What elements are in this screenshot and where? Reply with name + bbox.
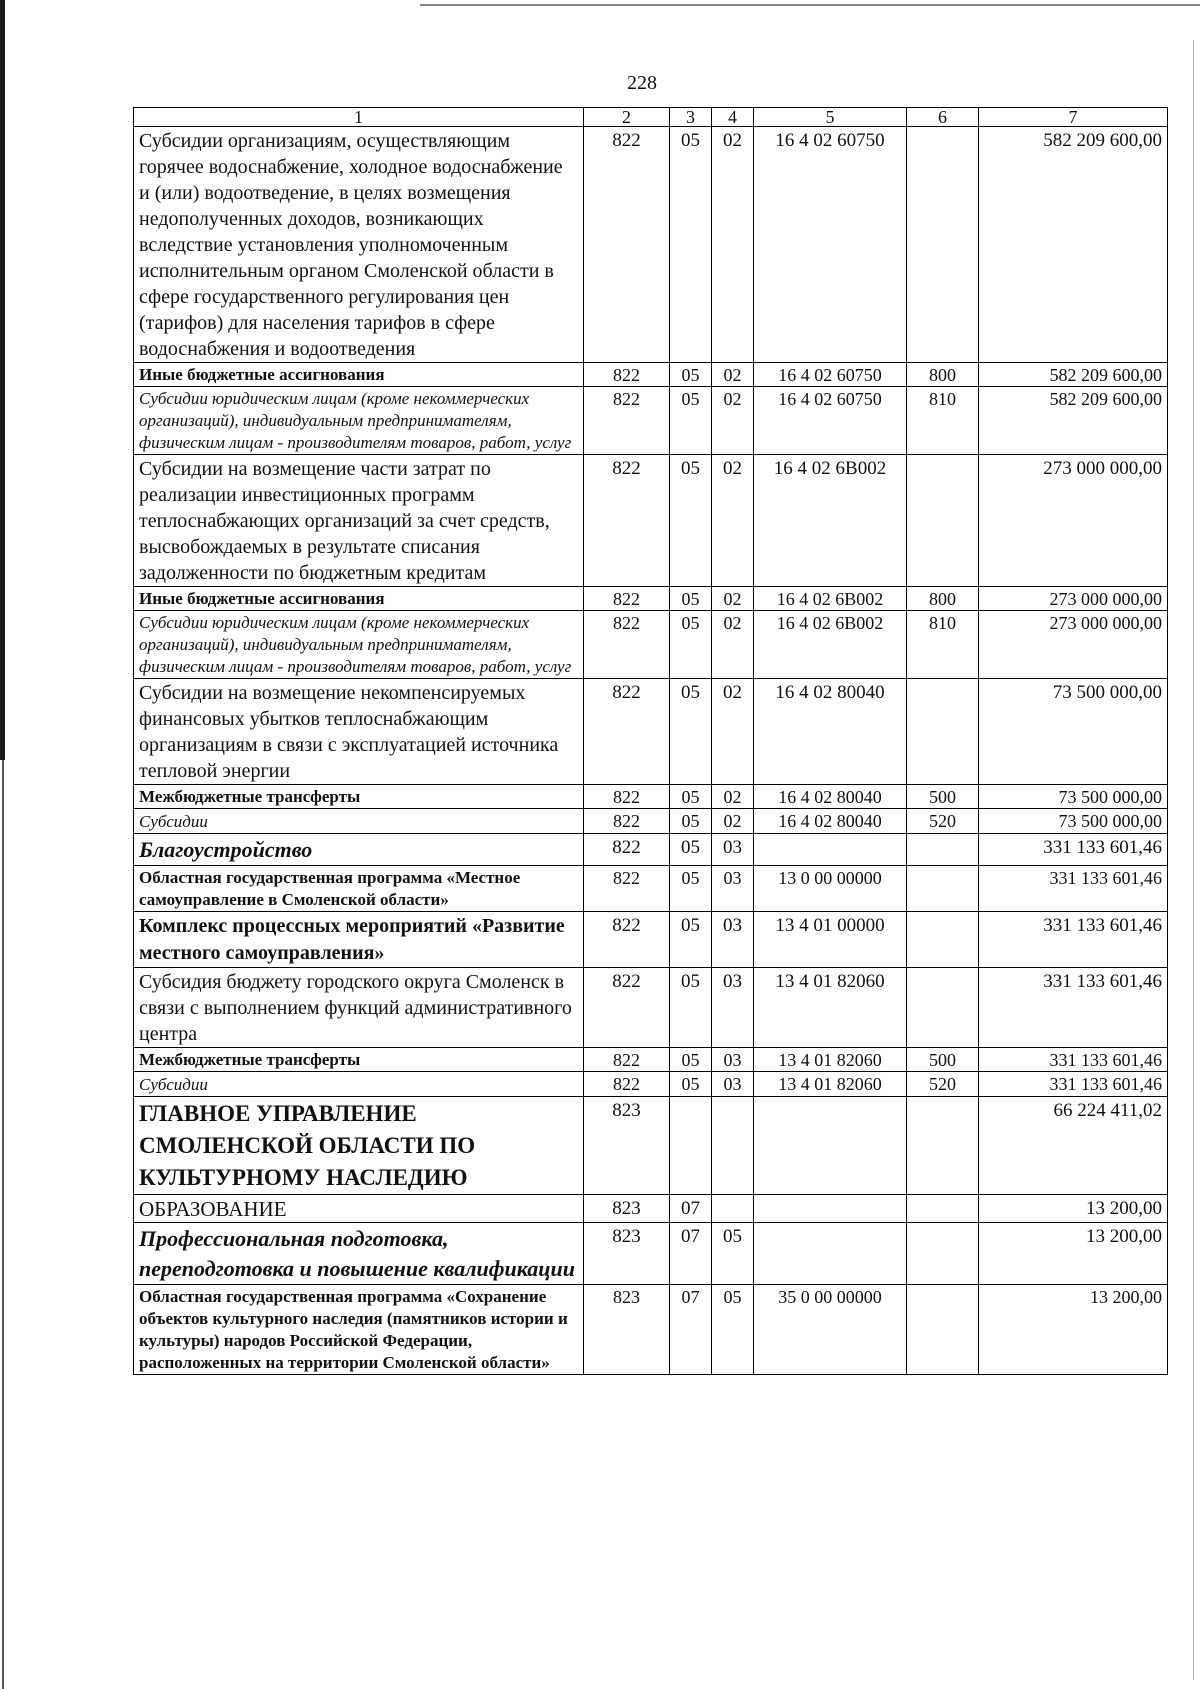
cell-code-4: 02 [712,387,754,455]
cell-code-6: 500 [907,785,979,809]
scan-edge [420,4,1200,6]
cell-name: Субсидии [134,809,584,834]
table-header-row [134,108,1168,127]
cell-code-2: 822 [584,611,670,679]
cell-code-4: 03 [712,912,754,968]
cell-code-6 [907,1097,979,1195]
cell-code-3: 05 [670,866,712,912]
cell-amount: 331 133 601,46 [979,1048,1168,1072]
table-row [134,1048,1168,1072]
cell-code-5 [754,1097,907,1195]
cell-code-3: 05 [670,127,712,363]
cell-name: Субсидии на возмещение некомпенсируемых финансовых убытков теплоснабжающим организациям в связи с эксплуатацией источника тепловой энергии [134,679,584,785]
cell-code-6 [907,866,979,912]
cell-name: Межбюджетные трансферты [134,1048,584,1072]
cell-code-5: 16 4 02 60750 [754,127,907,363]
cell-code-4: 03 [712,866,754,912]
cell-code-5: 16 4 02 6В002 [754,611,907,679]
cell-code-6 [907,968,979,1048]
cell-name: ГЛАВНОЕ УПРАВЛЕНИЕ СМОЛЕНСКОЙ ОБЛАСТИ ПО КУЛЬТУРНОМУ НАСЛЕДИЮ [134,1097,584,1195]
cell-amount: 331 133 601,46 [979,968,1168,1048]
cell-code-5: 13 0 00 00000 [754,866,907,912]
cell-code-3: 05 [670,809,712,834]
cell-code-5: 13 4 01 82060 [754,968,907,1048]
column-header: 7 [979,108,1168,127]
cell-code-6 [907,834,979,866]
table-row [134,785,1168,809]
cell-code-4: 03 [712,1072,754,1097]
cell-code-2: 822 [584,1048,670,1072]
cell-code-3: 05 [670,834,712,866]
table-row [134,968,1168,1048]
cell-code-3: 05 [670,363,712,387]
table-row [134,127,1168,363]
cell-code-6: 810 [907,611,979,679]
cell-amount: 13 200,00 [979,1223,1168,1285]
table-row [134,1072,1168,1097]
table-row [134,834,1168,866]
cell-code-6: 800 [907,363,979,387]
cell-name: Субсидия бюджету городского округа Смоленск в связи с выполнением функций административного центра [134,968,584,1048]
cell-code-3: 05 [670,968,712,1048]
cell-code-4: 02 [712,809,754,834]
cell-code-6: 520 [907,809,979,834]
cell-code-3 [670,1097,712,1195]
column-header: 1 [134,108,584,127]
column-header: 2 [584,108,670,127]
table-row [134,611,1168,679]
table-row [134,455,1168,587]
cell-code-4 [712,1195,754,1223]
cell-name: Комплекс процессных мероприятий «Развитие местного самоуправления» [134,912,584,968]
cell-code-4: 02 [712,127,754,363]
table-row [134,1223,1168,1285]
column-header: 3 [670,108,712,127]
page-number: 228 [627,72,657,94]
cell-code-5 [754,834,907,866]
cell-code-6 [907,679,979,785]
cell-amount: 331 133 601,46 [979,834,1168,866]
cell-amount: 273 000 000,00 [979,587,1168,611]
cell-code-4: 05 [712,1223,754,1285]
budget-table [133,107,1168,1375]
cell-amount: 582 209 600,00 [979,387,1168,455]
cell-amount: 73 500 000,00 [979,679,1168,785]
cell-code-3: 07 [670,1223,712,1285]
table-row [134,387,1168,455]
cell-code-5: 16 4 02 80040 [754,785,907,809]
cell-code-2: 822 [584,363,670,387]
scan-edge [1193,40,1194,1680]
cell-code-6 [907,1195,979,1223]
cell-code-5: 16 4 02 80040 [754,679,907,785]
cell-amount: 331 133 601,46 [979,866,1168,912]
column-header: 4 [712,108,754,127]
column-header: 5 [754,108,907,127]
cell-name: Иные бюджетные ассигнования [134,587,584,611]
table-row [134,1285,1168,1375]
cell-code-6 [907,912,979,968]
cell-code-2: 822 [584,1072,670,1097]
cell-amount: 582 209 600,00 [979,363,1168,387]
cell-code-6: 520 [907,1072,979,1097]
table-row [134,866,1168,912]
cell-code-4: 03 [712,1048,754,1072]
cell-code-6 [907,455,979,587]
cell-code-6 [907,1223,979,1285]
table-row [134,679,1168,785]
cell-code-4: 03 [712,834,754,866]
cell-code-5 [754,1223,907,1285]
cell-code-5: 16 4 02 80040 [754,809,907,834]
cell-name: Иные бюджетные ассигнования [134,363,584,387]
cell-name: Субсидии [134,1072,584,1097]
cell-code-4: 02 [712,455,754,587]
cell-code-3: 05 [670,455,712,587]
cell-amount: 66 224 411,02 [979,1097,1168,1195]
cell-code-3: 05 [670,679,712,785]
cell-code-2: 822 [584,912,670,968]
cell-code-3: 05 [670,912,712,968]
cell-code-2: 822 [584,834,670,866]
cell-code-3: 05 [670,1072,712,1097]
cell-code-4: 02 [712,587,754,611]
cell-code-2: 822 [584,866,670,912]
cell-name: Субсидии организациям, осуществляющим горячее водоснабжение, холодное водоснабжение и (или) водоотведение, в целях возмещения недополученных доходов, возникающих вследствие установления уполномоченным исполнительным органом Смоленской области в сфере государственного регулирования цен (тарифов) для населения тарифов в сфере водоснабжения и водоотведения [134,127,584,363]
table-row [134,1097,1168,1195]
cell-name: Субсидии на возмещение части затрат по реализации инвестиционных программ теплоснабжающих организаций за счет средств, высвобождаемых в результате списания задолженности по бюджетным кредитам [134,455,584,587]
table-row [134,912,1168,968]
cell-name: Областная государственная программа «Сохранение объектов культурного наследия (памятников истории и культуры) народов Российской Федерации, расположенных на территории Смоленской области» [134,1285,584,1375]
cell-code-2: 823 [584,1195,670,1223]
cell-amount: 582 209 600,00 [979,127,1168,363]
cell-amount: 73 500 000,00 [979,809,1168,834]
cell-code-2: 822 [584,679,670,785]
cell-code-5: 16 4 02 60750 [754,387,907,455]
cell-code-2: 822 [584,968,670,1048]
cell-code-4: 02 [712,785,754,809]
cell-name: Субсидии юридическим лицам (кроме некоммерческих организаций), индивидуальным предпринимателям, физическим лицам - производителям товаров, работ, услуг [134,387,584,455]
cell-code-3: 05 [670,587,712,611]
cell-code-6: 810 [907,387,979,455]
cell-code-2: 823 [584,1097,670,1195]
cell-code-6 [907,1285,979,1375]
cell-amount: 331 133 601,46 [979,1072,1168,1097]
cell-code-5: 13 4 01 82060 [754,1048,907,1072]
cell-code-4: 03 [712,968,754,1048]
cell-name: Профессиональная подготовка, переподготовка и повышение квалификации [134,1223,584,1285]
cell-code-2: 823 [584,1223,670,1285]
scan-edge [2,760,4,1689]
cell-amount: 273 000 000,00 [979,455,1168,587]
column-header: 6 [907,108,979,127]
cell-name: Областная государственная программа «Местное самоуправление в Смоленской области» [134,866,584,912]
table-row [134,1195,1168,1223]
cell-code-2: 822 [584,587,670,611]
cell-code-2: 822 [584,455,670,587]
cell-code-4: 02 [712,363,754,387]
cell-name: Субсидии юридическим лицам (кроме некоммерческих организаций), индивидуальным предпринимателям, физическим лицам - производителям товаров, работ, услуг [134,611,584,679]
scan-edge [0,0,5,760]
cell-code-3: 05 [670,387,712,455]
cell-name: Благоустройство [134,834,584,866]
cell-amount: 13 200,00 [979,1195,1168,1223]
cell-name: ОБРАЗОВАНИЕ [134,1195,584,1223]
cell-code-5: 16 4 02 6В002 [754,587,907,611]
cell-amount: 13 200,00 [979,1285,1168,1375]
cell-code-2: 823 [584,1285,670,1375]
cell-code-6: 800 [907,587,979,611]
cell-code-2: 822 [584,127,670,363]
cell-code-5: 16 4 02 6В002 [754,455,907,587]
cell-code-3: 05 [670,785,712,809]
cell-code-2: 822 [584,785,670,809]
cell-code-4: 05 [712,1285,754,1375]
cell-code-5: 13 4 01 00000 [754,912,907,968]
cell-code-5: 13 4 01 82060 [754,1072,907,1097]
table-row [134,587,1168,611]
cell-amount: 331 133 601,46 [979,912,1168,968]
cell-code-2: 822 [584,809,670,834]
cell-code-5: 35 0 00 00000 [754,1285,907,1375]
cell-code-3: 05 [670,1048,712,1072]
table-row [134,363,1168,387]
cell-code-5 [754,1195,907,1223]
cell-amount: 73 500 000,00 [979,785,1168,809]
cell-code-6 [907,127,979,363]
cell-code-4 [712,1097,754,1195]
cell-code-4: 02 [712,611,754,679]
cell-code-2: 822 [584,387,670,455]
cell-code-4: 02 [712,679,754,785]
cell-code-3: 05 [670,611,712,679]
cell-code-6: 500 [907,1048,979,1072]
cell-name: Межбюджетные трансферты [134,785,584,809]
cell-amount: 273 000 000,00 [979,611,1168,679]
cell-code-5: 16 4 02 60750 [754,363,907,387]
cell-code-3: 07 [670,1195,712,1223]
table-row [134,809,1168,834]
cell-code-3: 07 [670,1285,712,1375]
